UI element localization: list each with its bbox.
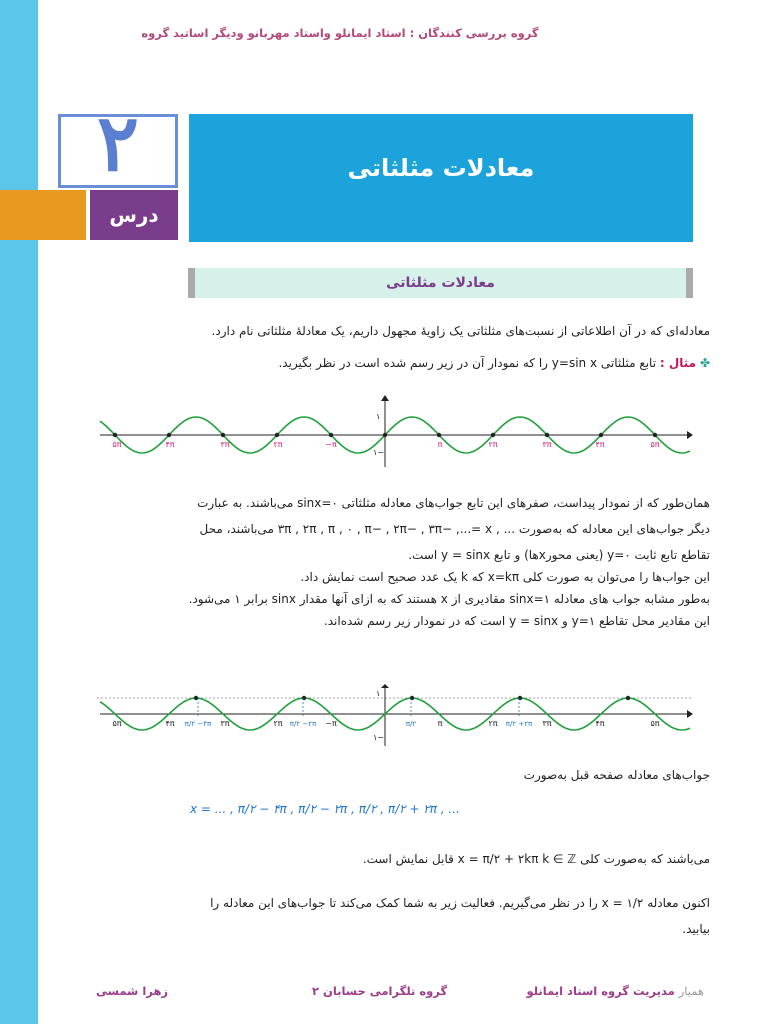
- footer-group: گروه تلگرامی حسابان ۲: [312, 984, 448, 998]
- solutions-zero: دیگر جواب‌های این معادله که به‌صورت ... , ۳π , ۲π , π , ۰ , π− , ۲π− , ۳π− ,...= x می‌باشند، محل: [199, 522, 710, 536]
- footer-manager: مدیریت گروه استاد ایمانلو: [526, 984, 675, 998]
- bullet-icon: ✤: [699, 356, 710, 370]
- tick-label: ۳π: [220, 719, 230, 728]
- tick-label: ۲π: [488, 719, 498, 728]
- next-paragraph: [70, 890, 710, 942]
- y-axis-arrow-icon: [381, 395, 389, 401]
- tick-label: π: [437, 719, 443, 728]
- intersection-point: [167, 433, 171, 437]
- tick-label: π: [437, 440, 443, 449]
- intersection-point: [653, 433, 657, 437]
- tick-label: ۵π: [112, 440, 122, 449]
- intersection-point: [518, 696, 522, 700]
- footer-management: [527, 984, 704, 998]
- lesson-number: ۲: [97, 98, 139, 189]
- y-tick-label: ۱: [376, 689, 381, 698]
- tick-label: ۵π: [112, 719, 122, 728]
- tick-label: −π: [325, 440, 337, 449]
- tick-label: ۲π: [488, 440, 498, 449]
- body-line: به‌طور مشابه جواب های معادله sinx=۱ مقادیری از x هستند که به ازای آنها مقدار sinx برابر ۱ می‌شود.: [188, 592, 710, 606]
- tick-label: ۲π: [273, 719, 283, 728]
- tick-label: ۲π: [273, 440, 283, 449]
- tick-label: ۵π: [650, 719, 660, 728]
- sine-graph-1: [95, 395, 695, 475]
- answers-series-text: x = ... , π/۲ − ۴π , π/۲ − ۲π , π/۲ , π/۲ + ۲π , ...: [190, 802, 460, 816]
- general-form: می‌باشند که به‌صورت کلی x = π/۲ + ۲kπ k ∈ ℤ قابل نمایش است.: [362, 852, 710, 866]
- body-line: تقاطع تابع ثابت y=۰ (یعنی محورxها) و تابع y = sinx است.: [408, 548, 710, 562]
- example-line: [70, 356, 710, 370]
- answers-series: [190, 802, 490, 816]
- intersection-point: [491, 433, 495, 437]
- special-label: π/۲ −۴π: [184, 720, 212, 728]
- intersection-point: [545, 433, 549, 437]
- tick-label: ۳π: [220, 440, 230, 449]
- tick-label: −π: [325, 719, 337, 728]
- lesson-number-box: [58, 98, 178, 189]
- intersection-point: [275, 433, 279, 437]
- tick-label: ۴π: [595, 719, 605, 728]
- intersection-point: [329, 433, 333, 437]
- left-color-strip: [0, 0, 38, 1024]
- tick-label: ۳π: [542, 719, 552, 728]
- special-label: π/۲: [405, 720, 417, 728]
- example-text: تابع مثلثاتی y=sin x را که نمودار آن در زیر رسم شده است در نظر بگیرید.: [278, 356, 657, 370]
- intro-paragraph: معادله‌ای که در آن اطلاعاتی از نسبت‌های مثلثاتی یک زاویهٔ مجهول داریم، یک معادلهٔ مثلثاتی نام دارد.: [211, 324, 710, 338]
- tick-label: ۴π: [165, 719, 175, 728]
- lesson-title: معادلات مثلثاتی: [189, 114, 693, 242]
- intersection-point: [302, 696, 306, 700]
- x-axis-arrow-icon: [687, 710, 693, 718]
- sine-graph-2: [95, 684, 695, 756]
- example-label: مثال :: [659, 356, 697, 370]
- intersection-point: [221, 433, 225, 437]
- intersection-point: [626, 696, 630, 700]
- body-line: همان‌طور که از نمودار پیداست، صفرهای این تابع جواب‌های معادله مثلثاتی sinx=۰ می‌باشند. به عبارت: [197, 496, 710, 510]
- tick-label: ۳π: [542, 440, 552, 449]
- tick-label: ۵π: [650, 440, 660, 449]
- intersection-point: [194, 696, 198, 700]
- tick-label: ۴π: [165, 440, 175, 449]
- answers-intro: جواب‌های معادله صفحه قبل به‌صورت: [523, 768, 710, 782]
- section-title: معادلات مثلثاتی: [188, 268, 693, 298]
- body-line: [70, 516, 710, 542]
- footer-author: زهرا شمسی: [96, 984, 169, 998]
- next-line: اکنون معادله x = ۱/۲ را در نظر می‌گیریم. فعالیت زیر به شما کمک می‌کند تا جواب‌های این معادله را: [210, 896, 710, 910]
- tick-label: ۴π: [595, 440, 605, 449]
- body-line: این مقادیر محل تقاطع y=۱ و y = sinx است که در نمودار زیر رسم شده‌اند.: [323, 614, 710, 628]
- y-axis-arrow-icon: [381, 684, 389, 688]
- lesson-word: درس: [90, 190, 178, 240]
- intersection-point: [437, 433, 441, 437]
- intersection-point: [383, 433, 387, 437]
- header-credit: گروه بررسی کنندگان : استاد ایمانلو واستاد مهربانو ودیگر اساتید گروه: [141, 26, 539, 40]
- orange-tab: [0, 190, 86, 240]
- intersection-point: [410, 696, 414, 700]
- special-label: π/۲ +۲π: [505, 720, 533, 728]
- intersection-point: [113, 433, 117, 437]
- next-line: بیابید.: [682, 922, 710, 936]
- x-axis-arrow-icon: [687, 431, 693, 439]
- body-paragraph: [70, 490, 710, 634]
- footer-helper: همیار: [678, 984, 704, 998]
- special-label: π/۲ −۲π: [289, 720, 317, 728]
- y-tick-label: ۱−: [373, 448, 384, 457]
- y-tick-label: ۱−: [373, 733, 384, 742]
- body-line: این جواب‌ها را می‌توان به صورت کلی x=kπ که k یک عدد صحیح است نمایش داد.: [300, 570, 710, 584]
- intersection-point: [599, 433, 603, 437]
- y-tick-label: ۱: [376, 412, 381, 421]
